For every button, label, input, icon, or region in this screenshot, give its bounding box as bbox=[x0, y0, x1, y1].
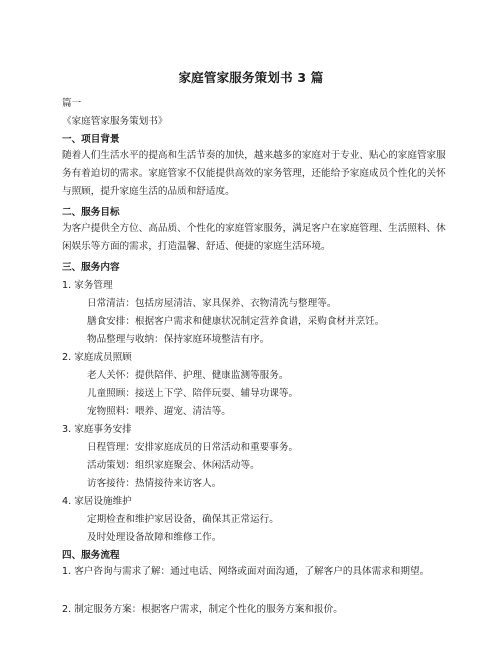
section-heading-process: 四、服务流程 bbox=[62, 550, 120, 561]
content-item-label: 4. 家居设施维护 bbox=[62, 496, 132, 507]
section-heading-content: 三、服务内容 bbox=[62, 262, 120, 273]
section-heading-goals: 二、服务目标 bbox=[62, 207, 120, 218]
content-item-label: 1. 家务管理 bbox=[62, 280, 113, 291]
content-sub-item: 物品整理与收纳：保持家庭环境整洁有序。 bbox=[87, 334, 270, 345]
content-sub-item: 定期检查和维护家居设备，确保其正常运行。 bbox=[87, 514, 279, 525]
section-text-goals: 为客户提供全方位、高品质、个性化的家庭管家服务，满足客户在家庭管理、生活照料、休闲娱乐等方面的需求，打造温馨、舒适、便捷的家庭生活环境。 bbox=[62, 223, 446, 252]
content-sub-item: 儿童照顾：接送上下学、陪伴玩耍、辅导功课等。 bbox=[87, 388, 299, 399]
document-subtitle: 《家庭管家服务策划书》 bbox=[62, 116, 168, 127]
section-heading-background: 一、项目背景 bbox=[62, 134, 120, 145]
content-sub-item: 日常清洁：包括房屋清洁、家具保养、衣物清洗与整理等。 bbox=[87, 298, 337, 309]
process-step: 1. 客户咨询与需求了解：通过电话、网络或面对面沟通，了解客户的具体需求和期望。 bbox=[62, 566, 430, 577]
document-title: 家庭管家服务策划书 3 篇 bbox=[178, 70, 324, 85]
content-item-label: 3. 家庭事务安排 bbox=[62, 424, 132, 435]
process-step: 2. 制定服务方案：根据客户需求，制定个性化的服务方案和报价。 bbox=[62, 604, 343, 615]
content-sub-item: 活动策划：组织家庭聚会、休闲活动等。 bbox=[87, 460, 260, 471]
content-sub-item: 及时处理设备故障和维修工作。 bbox=[87, 532, 222, 543]
part-label: 篇一 bbox=[62, 98, 82, 109]
content-sub-item: 老人关怀：提供陪伴、护理、健康监测等服务。 bbox=[87, 370, 289, 381]
content-sub-item: 膳食安排：根据客户需求和健康状况制定营养食谱，采购食材并烹饪。 bbox=[87, 316, 385, 327]
content-item-label: 2. 家庭成员照顾 bbox=[62, 352, 132, 363]
section-text-background: 随着人们生活水平的提高和生活节奏的加快，越来越多的家庭对于专业、贴心的家庭管家服务有着迫切的需求。家庭管家不仅能提供高效的家务管理，还能给予家庭成员个性化的关怀与照顾，提升家庭生活的品质和舒适度。 bbox=[62, 150, 446, 197]
content-sub-item: 宠物照料：喂养、遛宠、清洁等。 bbox=[87, 406, 231, 417]
content-sub-item: 日程管理：安排家庭成员的日常活动和重要事务。 bbox=[87, 442, 299, 453]
content-sub-item: 访客接待：热情接待来访客人。 bbox=[87, 478, 222, 489]
